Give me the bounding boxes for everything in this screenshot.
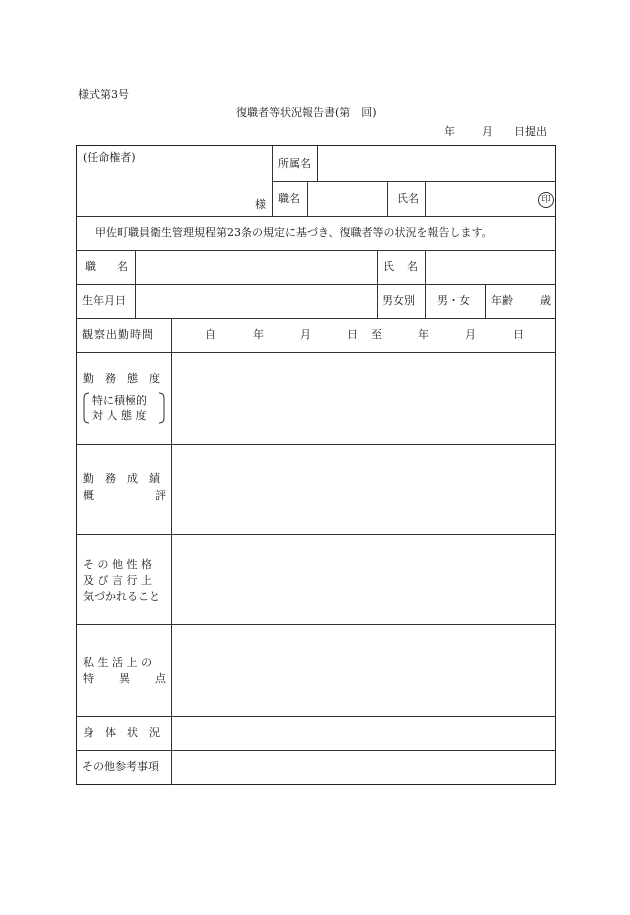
- date-day-submitted: 日提出: [514, 125, 547, 138]
- work-attitude-label: 勤 務 態 度: [83, 372, 160, 385]
- divider: [377, 250, 378, 318]
- divider: [77, 716, 556, 717]
- date-month: 月: [482, 125, 493, 138]
- period-day-2: 日: [513, 328, 524, 341]
- date-year: 年: [444, 125, 455, 138]
- divider: [77, 250, 556, 251]
- physical-condition-label: 身 体 状 況: [83, 726, 160, 739]
- evaluation-char-1: 概: [83, 489, 94, 502]
- name-label: 氏名: [397, 192, 419, 205]
- employee-name-char-2: 名: [407, 260, 418, 273]
- divider: [272, 146, 273, 216]
- divider: [77, 624, 556, 625]
- divider: [307, 181, 308, 216]
- observation-period-label: 観察出勤時間: [82, 328, 154, 341]
- statement-text: 甲佐町職員衛生管理規程第23条の規定に基づき、復職者等の状況を報告します。: [95, 226, 493, 239]
- other-character-label-1: そ の 他 性 格: [83, 558, 152, 571]
- period-to: 至: [371, 328, 382, 341]
- divider: [272, 181, 556, 182]
- private-life-label-1: 私 生 活 上 の: [83, 656, 152, 669]
- anomaly-char-1: 特: [83, 672, 94, 685]
- report-form-table: [76, 145, 556, 785]
- affiliation-label: 所属名: [278, 157, 311, 170]
- divider: [77, 352, 556, 353]
- appointing-authority-label: (任命権者): [83, 151, 136, 164]
- divider: [77, 534, 556, 535]
- age-label: 年齢: [491, 294, 513, 307]
- divider: [171, 318, 172, 785]
- attitude-sub-label-2: 対 人 態 度: [92, 409, 147, 422]
- divider: [485, 284, 486, 318]
- divider: [425, 250, 426, 318]
- other-character-label-2: 及 び 言 行 上: [83, 574, 152, 587]
- period-year-1: 年: [253, 328, 264, 341]
- seal-mark: 印: [538, 192, 554, 208]
- form-number: 様式第3号: [78, 88, 129, 101]
- divider: [77, 318, 556, 319]
- divider: [425, 181, 426, 216]
- period-day-1: 日: [347, 328, 358, 341]
- other-reference-label: その他参考事項: [82, 760, 159, 773]
- gender-label: 男女別: [382, 294, 415, 307]
- divider: [317, 146, 318, 182]
- birth-date-label: 生年月日: [82, 294, 126, 307]
- evaluation-char-2: 評: [155, 489, 166, 502]
- honorific-sama: 様: [255, 198, 266, 211]
- position-char-1: 職: [85, 260, 96, 273]
- age-unit: 歳: [540, 294, 551, 307]
- period-year-2: 年: [418, 328, 429, 341]
- divider: [135, 250, 136, 318]
- divider: [77, 216, 556, 217]
- divider: [77, 444, 556, 445]
- divider: [77, 750, 556, 751]
- position-label: 職名: [278, 192, 300, 205]
- gender-options: 男・女: [437, 294, 470, 307]
- anomaly-char-3: 点: [155, 672, 166, 685]
- period-month-2: 月: [465, 328, 476, 341]
- work-performance-label: 勤 務 成 績: [83, 472, 160, 485]
- position-char-2: 名: [117, 260, 128, 273]
- document-title: 復職者等状況報告書(第 回): [236, 106, 377, 119]
- period-month-1: 月: [300, 328, 311, 341]
- divider: [387, 181, 388, 216]
- anomaly-char-2: 異: [119, 672, 130, 685]
- attitude-sub-label-1: 特に積極的: [92, 394, 147, 407]
- employee-name-char-1: 氏: [383, 260, 394, 273]
- other-character-label-3: 気づかれること: [83, 590, 160, 603]
- period-from: 自: [205, 328, 216, 341]
